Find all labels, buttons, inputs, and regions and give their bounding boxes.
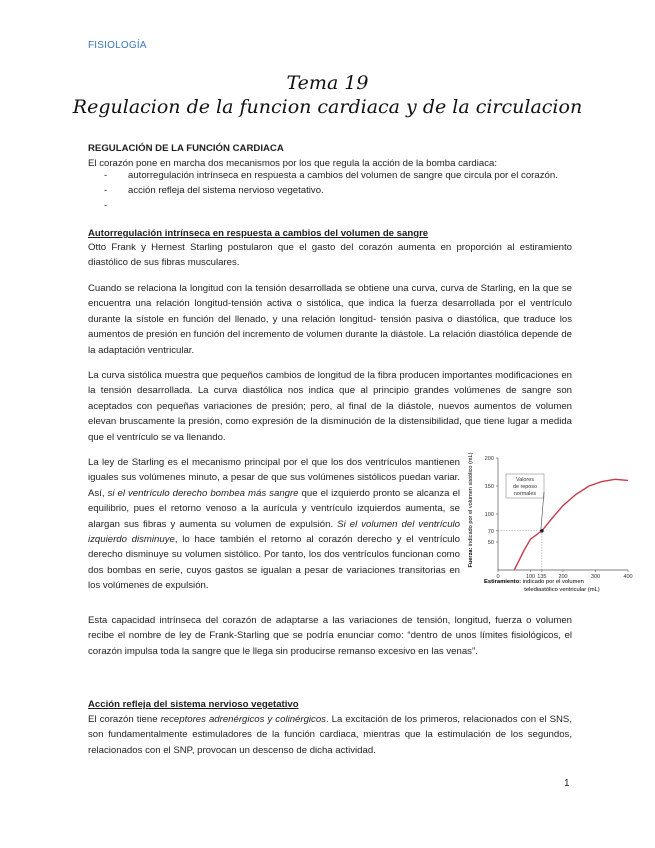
chart-x-tick-label: 200 <box>558 574 568 580</box>
text-span: , lo hace también el retorno al corazón derecho y el ventrículo derecho disminuye su volumen sistólico. Por tanto, los dos ventrículos funcionan como dos bombas en serie, cuyos gastos se igualan a pesar de variaciones transitorias en los volúmenes de expulsión. <box>88 534 460 592</box>
text-span: que el izquierdo pronto se alcanza el equilibrio, pues el retorno venoso a la aurícula y ventrículo izquierdos aumenta, se alargan sus fibras y aumenta su volumen de expulsión. <box>88 487 461 530</box>
chart-annotation-text: Valores <box>516 477 534 483</box>
text-span: La ley de Starling es el mecanismo principal por el que los dos ventrículos mantienen iguales sus volúmenes minuto, a pesar de que sus volúmenes sistólicos puedan variar. Así, <box>88 457 460 499</box>
chart-xlabel-line1 <box>484 579 584 585</box>
section1-list: - autorregulación intrínseca en respuesta a cambios del volumen de sangre que circula por el corazón. - acción refleja del sistema nervioso vegetativo. - <box>104 168 572 198</box>
italic-span: receptores adrenérgicos y colinérgicos <box>160 714 326 725</box>
chart-x-tick-label: 300 <box>590 574 601 580</box>
section1-heading: REGULACIÓN DE LA FUNCIÓN CARDIACA <box>88 143 284 154</box>
paragraph-starling-law <box>88 455 460 594</box>
paragraph-reflex-action <box>88 712 572 758</box>
list-item-text: acción refleja del sistema nervioso vegetativo. <box>128 185 324 196</box>
section3-heading: Acción refleja del sistema nervioso vegetativo <box>88 699 299 710</box>
chart-annotation-text: de reposo <box>513 484 537 490</box>
chart-y-tick-label: 50 <box>487 540 494 546</box>
section1-intro: El corazón pone en marcha dos mecanismos por los que regula la acción de la bomba cardiaca: <box>88 158 498 169</box>
chart-xlabel-rest: indicado por el volumen <box>522 579 584 585</box>
chart-ylabel-bold: Fuerza: <box>468 547 474 568</box>
section2-heading: Autorregulación intrínseca en respuesta a cambios del volumen de sangre <box>88 228 429 239</box>
list-item: - autorregulación intrínseca en respuesta a cambios del volumen de sangre que circula por el corazón. <box>104 168 572 183</box>
text-span: El corazón tiene <box>88 714 161 725</box>
chart-annotation-text: normales <box>513 491 537 497</box>
title-line-1: Tema 19 <box>286 72 369 94</box>
chart-xlabel-line2: telediastólico ventricular (mL) <box>524 587 600 593</box>
italic-span: si el ventrículo derecho bombea más sangre <box>107 487 299 499</box>
page-number: 1 <box>564 778 570 789</box>
chart-y-tick-label: 200 <box>484 456 494 462</box>
chart-y-tick-label: 100 <box>484 512 494 518</box>
chart-y-tick-label: 70 <box>487 528 494 535</box>
chart-x-tick-label: 135 <box>537 574 547 580</box>
text-span: . La excitación de los primeros, relacionados con el SNS, son fundamentalmente estimuladores de la función cardiaca, mientras que la estimulación de los segundos, relacionados con el SNP, provocan un descenso de dicha actividad. <box>88 714 572 756</box>
paragraph-systolic-curve: La curva sistólica muestra que pequeños cambios de longitud de la fibra producen importantes modificaciones en la tensión desarrollada. La curva diastólica nos indica que al principio grandes volúmenes de sangre son aceptados con pequeñas variaciones de presión; pero, al final de la diástole, nuevos aumentos de volumen elevan bruscamente la presión, como expresión de la disminución de la distensibilidad, que tiene lugar a medida que el ventrículo se va llenando. <box>88 370 572 443</box>
list-item: - acción refleja del sistema nervioso vegetativo. <box>104 185 324 196</box>
title-line-2: Regulacion de la funcion cardiaca y de la circulacion <box>72 96 583 118</box>
chart-y-tick-label: 150 <box>484 484 494 490</box>
chart-x-tick-label: 400 <box>623 574 633 580</box>
starling-curve-chart <box>458 452 636 604</box>
chart-ylabel-rest: indicado por el volumen sistólico (mL) <box>468 452 474 547</box>
header-label: FISIOLOGÍA <box>88 40 147 51</box>
list-item-text: autorregulación intrínseca en respuesta a cambios del volumen de sangre que circula por el corazón. <box>128 170 558 181</box>
chart-x-tick-label: 100 <box>525 574 536 580</box>
paragraph-starling-curve: Cuando se relaciona la longitud con la tensión desarrollada se obtiene una curva, curva de Starling, en la que se encuentra una relación longitud-tensión activa o sistólica, que indica la fuerza desarrollada por el ventrículo durante la sístole en función del llenado, y una relación longitud- tensión pasiva o diastólica, que traduce los aumentos de presión en función del incremento de volumen durante la diástole. La relación diastólica depende de la adaptación ventricular. <box>88 283 572 356</box>
chart-xlabel-bold: Estiramiento: <box>484 579 522 585</box>
chart-x-tick-label: 0 <box>496 574 500 580</box>
paragraph-frank-starling: Otto Frank y Hernest Starling postularon que el gasto del corazón aumenta en proporción al estiramiento diastólico de sus fibras musculares. <box>88 242 572 269</box>
italic-span: Si el volumen del ventrículo izquierdo disminuye <box>88 518 460 546</box>
paragraph-frank-starling-law: Esta capacidad intrínseca del corazón de adaptarse a las variaciones de tensión, longitud, fuerza o volumen recibe el nombre de ley de Frank-Starling que se podría enunciar como: “dentro de unos límites fisiológicos, el corazón impulsa toda la sangre que le llega sin producirse remanso excesivo en las venas”. <box>88 615 572 657</box>
chart-ylabel <box>468 452 474 567</box>
